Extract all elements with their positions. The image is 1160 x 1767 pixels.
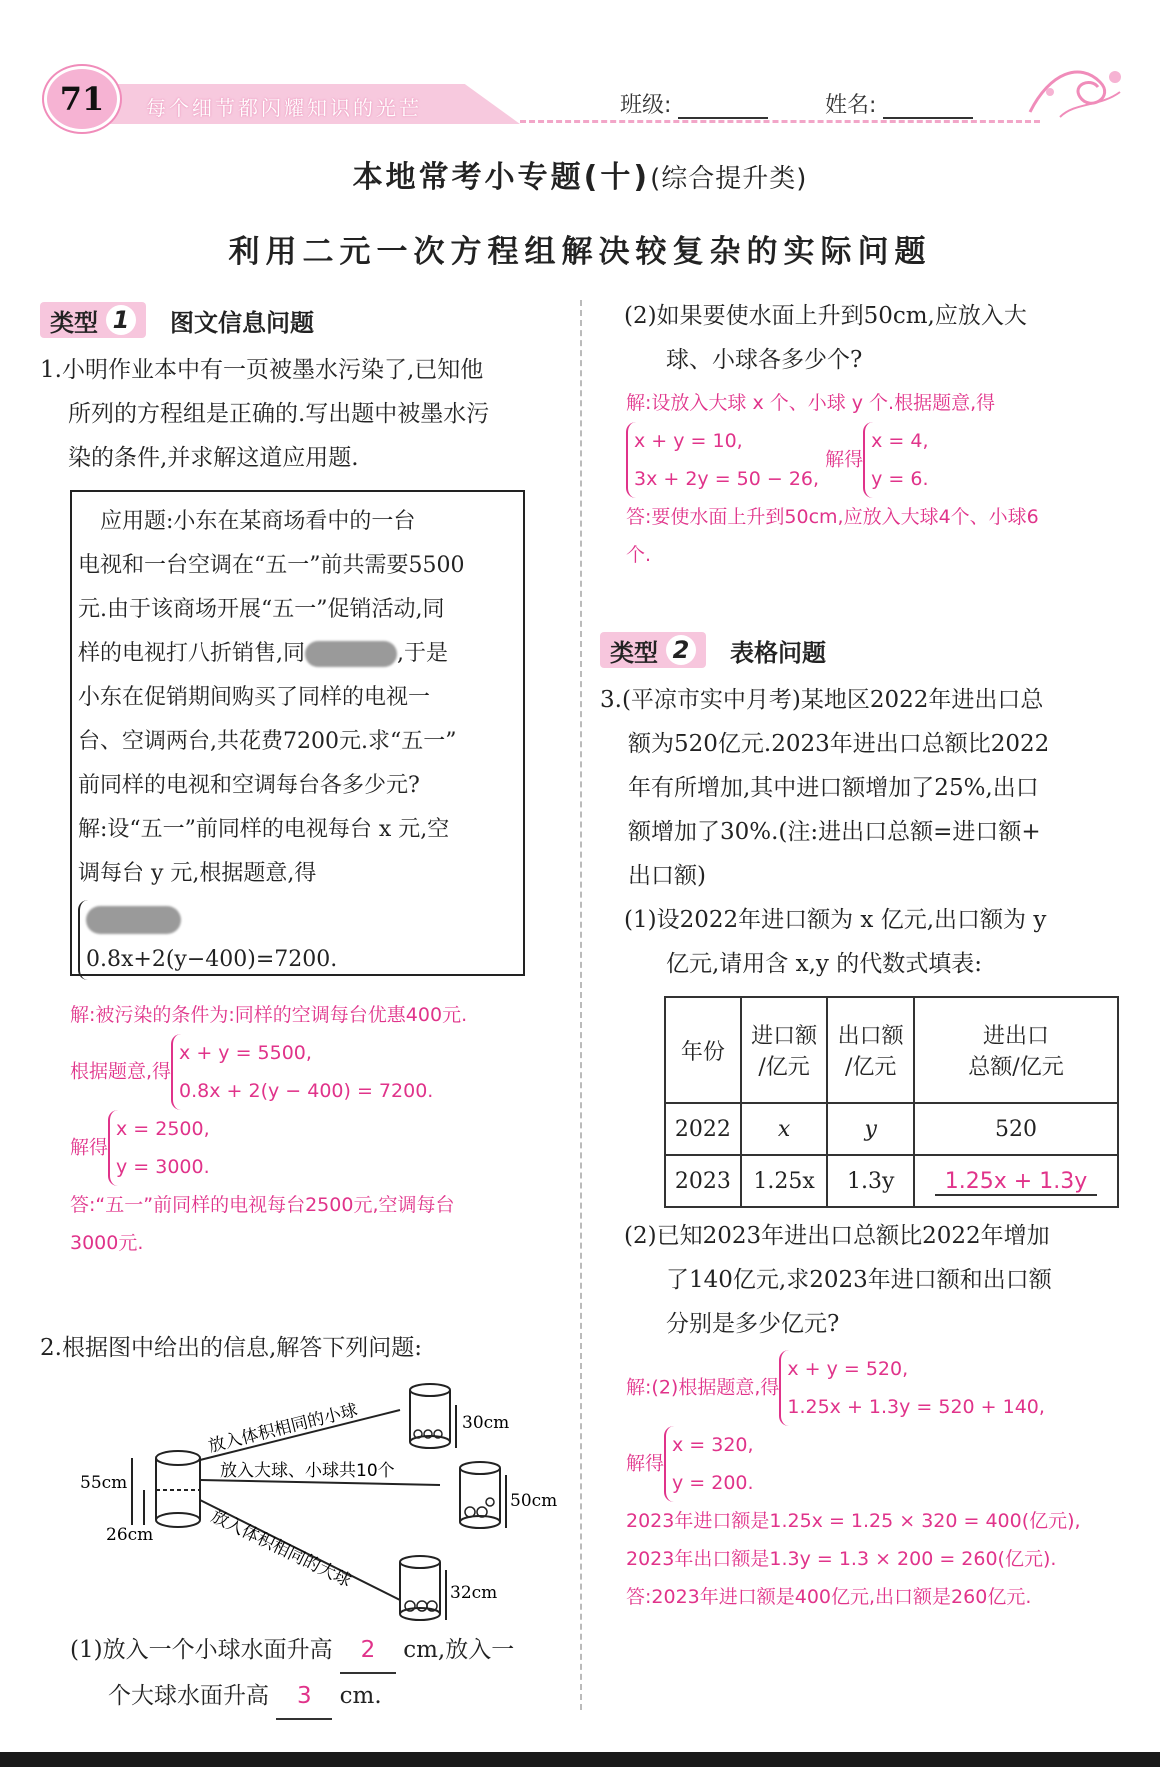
box-line: 调每台 y 元,根据题意,得 bbox=[78, 861, 317, 886]
class-label: 班级: bbox=[620, 93, 672, 118]
floral-ornament-icon bbox=[1020, 52, 1130, 132]
cell-year: 2022 bbox=[665, 1103, 741, 1155]
q3-p1-line: 亿元,请用含 x,y 的代数式填表: bbox=[666, 951, 982, 977]
th-text: 出口额 bbox=[837, 1024, 904, 1049]
cell-import: x bbox=[741, 1103, 828, 1155]
q3-stem bbox=[600, 678, 1140, 986]
th-text: /亿元 bbox=[758, 1055, 810, 1080]
answer-eq: x + y = 520, bbox=[787, 1358, 909, 1380]
type2-num: 2 bbox=[666, 635, 696, 665]
box-blot-row bbox=[86, 900, 337, 940]
type2-tag-label: 类型 bbox=[610, 638, 658, 667]
answer-eq: x = 2500, bbox=[116, 1118, 210, 1140]
answer-line: 2023年出口额是1.3y = 1.3 × 200 = 260(亿元). bbox=[626, 1548, 1057, 1570]
cell-export: y bbox=[827, 1103, 914, 1155]
answer-line: 解:被污染的条件为:同样的空调每台优惠400元. bbox=[70, 1004, 468, 1026]
type1-title: 图文信息问题 bbox=[170, 308, 314, 337]
q1-problem-box bbox=[70, 490, 525, 976]
q2-p2-line: (2)如果要使水面上升到50cm,应放入大 bbox=[624, 303, 1027, 329]
q2-p1-text: cm. bbox=[339, 1683, 382, 1709]
answer-line: 3000元. bbox=[70, 1232, 144, 1254]
th-text: 进出口 bbox=[982, 1024, 1049, 1049]
answer-lead: 根据题意,得 bbox=[70, 1060, 172, 1083]
th-export bbox=[827, 997, 914, 1103]
answer-eq: y = 3000. bbox=[116, 1156, 210, 1178]
box-line-text: ,于是 bbox=[397, 641, 448, 666]
answer-line: 2023年进口额是1.25x = 1.25 × 320 = 400(亿元), bbox=[626, 1510, 1081, 1532]
th-year: 年份 bbox=[665, 997, 741, 1103]
fig-h55: 55cm bbox=[80, 1473, 128, 1493]
box-line: 应用题:小东在某商场看中的一台 bbox=[78, 509, 416, 534]
q2-p1-text: (1)放入一个小球水面升高 bbox=[70, 1637, 333, 1663]
box-equation-system bbox=[78, 900, 337, 980]
fig-h32: 32cm bbox=[450, 1583, 498, 1603]
answer-system bbox=[626, 422, 1146, 498]
answer-system bbox=[70, 1034, 570, 1110]
answer-eq: 3x + 2y = 50 − 26, bbox=[634, 468, 820, 490]
q3-stem-line: 额为520亿元.2023年进出口总额比2022 bbox=[628, 731, 1050, 757]
answer-brace bbox=[664, 1426, 754, 1502]
title-tag: (综合提升类) bbox=[650, 164, 808, 194]
type2-tag bbox=[600, 632, 706, 668]
answer-line: 解:设放入大球 x 个、小球 y 个.根据题意,得 bbox=[626, 392, 996, 414]
cell-total-answer: 1.25x + 1.3y bbox=[935, 1169, 1097, 1196]
answer-brace bbox=[171, 1034, 433, 1110]
type1-header bbox=[40, 302, 314, 338]
answer-line: 答:2023年进口额是400亿元,出口额是260亿元. bbox=[626, 1586, 1032, 1608]
cell-year: 2023 bbox=[665, 1155, 741, 1207]
column-divider bbox=[580, 300, 582, 1710]
fig-h50: 50cm bbox=[510, 1491, 558, 1511]
answer-eq: x + y = 5500, bbox=[179, 1042, 312, 1064]
cell-total: 520 bbox=[914, 1103, 1118, 1155]
fig-label-small: 放入体积相同的小球 bbox=[206, 1400, 360, 1457]
th-import bbox=[741, 997, 828, 1103]
answer-line: 答:要使水面上升到50cm,应放入大球4个、小球6 bbox=[626, 506, 1039, 528]
type1-num: 1 bbox=[106, 305, 136, 335]
q2-p1-text: cm,放入一 bbox=[403, 1637, 515, 1663]
answer-brace bbox=[863, 422, 928, 498]
page-subtitle: 利用二元一次方程组解决较复杂的实际问题 bbox=[228, 234, 932, 270]
title-main: 本地常考小专题(十) bbox=[352, 160, 651, 195]
q1-stem bbox=[40, 348, 570, 480]
q2-part1 bbox=[70, 1628, 580, 1720]
ink-blot-2 bbox=[86, 906, 181, 934]
q2-p2-line: 球、小球各多少个? bbox=[666, 347, 863, 373]
th-text: /亿元 bbox=[844, 1055, 897, 1080]
answer-lead: 解得 bbox=[70, 1136, 109, 1159]
name-label: 姓名: bbox=[825, 93, 877, 118]
box-line: 电视和一台空调在“五一”前共需要5500 bbox=[78, 553, 465, 578]
type2-title: 表格问题 bbox=[730, 638, 826, 667]
answer-eq: 1.25x + 1.3y = 520 + 140, bbox=[787, 1396, 1045, 1418]
page-number: 71 bbox=[44, 66, 120, 132]
q3-p2-line: 分别是多少亿元? bbox=[666, 1311, 840, 1337]
table-row bbox=[665, 1103, 1118, 1155]
bottom-edge bbox=[0, 1752, 1160, 1767]
q3-stem-line: 3.(平凉市实中月考)某地区2022年进出口总 bbox=[600, 687, 1044, 713]
answer-system bbox=[626, 1350, 1146, 1426]
box-line: 前同样的电视和空调每台各多少元? bbox=[78, 773, 420, 798]
q3-p1-line: (1)设2022年进口额为 x 亿元,出口额为 y bbox=[624, 907, 1047, 933]
answer-eq: x + y = 10, bbox=[634, 430, 743, 452]
q3-stem-line: 额增加了30%.(注:进出口总额=进口额+ bbox=[628, 819, 1041, 845]
q3-answer bbox=[626, 1350, 1146, 1616]
answer-line: 个. bbox=[626, 544, 652, 566]
box-line-text: 样的电视打八折销售,同 bbox=[78, 641, 305, 666]
q1-answer bbox=[70, 996, 570, 1262]
q3-p2-line: 了140亿元,求2023年进口额和出口额 bbox=[666, 1267, 1052, 1293]
cell-total bbox=[914, 1155, 1118, 1207]
box-line: 小东在促销期间购买了同样的电视一 bbox=[78, 685, 431, 710]
class-blank[interactable] bbox=[678, 95, 768, 119]
fig-label-big: 放入体积相同的大球 bbox=[207, 1506, 355, 1592]
ink-blot-1 bbox=[305, 641, 397, 667]
answer-lead: 解:(2)根据题意,得 bbox=[626, 1376, 780, 1399]
name-field bbox=[825, 88, 973, 119]
name-blank[interactable] bbox=[883, 95, 973, 119]
q1-stem-line: 所列的方程组是正确的.写出题中被墨水污 bbox=[68, 401, 490, 427]
fig-h26: 26cm bbox=[106, 1525, 154, 1545]
q2-p1-text: 个大球水面升高 bbox=[108, 1683, 269, 1709]
type1-tag bbox=[40, 302, 146, 338]
fig-label-mix: 放入大球、小球共10个 bbox=[220, 1461, 395, 1481]
q2-part1-line bbox=[70, 1674, 580, 1720]
q3-table bbox=[664, 996, 1119, 1208]
answer-brace bbox=[626, 422, 819, 498]
answer-eq: y = 6. bbox=[871, 468, 929, 490]
cell-export: 1.3y bbox=[827, 1155, 914, 1207]
answer-line: 答:“五一”前同样的电视每台2500元,空调每台 bbox=[70, 1194, 455, 1216]
th-text: 总额/亿元 bbox=[968, 1055, 1064, 1080]
answer-lead: 解得 bbox=[626, 1452, 665, 1475]
answer-eq: x = 320, bbox=[672, 1434, 754, 1456]
header-motto: 每个细节都闪耀知识的光芒 bbox=[146, 96, 422, 120]
q1-stem-line: 1.小明作业本中有一页被墨水污染了,已知他 bbox=[40, 357, 484, 383]
answer-eq: y = 200. bbox=[672, 1472, 754, 1494]
q3-p2-line: (2)已知2023年进出口总额比2022年增加 bbox=[624, 1223, 1050, 1249]
q3-stem-line: 年有所增加,其中进口额增加了25%,出口 bbox=[628, 775, 1039, 801]
answer-eq: x = 4, bbox=[871, 430, 929, 452]
box-line: 解:设“五一”前同样的电视每台 x 元,空 bbox=[78, 817, 450, 842]
q2-p1-answer-1: 2 bbox=[340, 1628, 396, 1674]
box-line: 台、空调两台,共花费7200元.求“五一” bbox=[78, 729, 457, 754]
type1-tag-label: 类型 bbox=[50, 308, 98, 337]
q2-figure bbox=[70, 1370, 570, 1640]
th-total bbox=[914, 997, 1118, 1103]
class-field bbox=[620, 88, 768, 119]
q2-part1-line bbox=[70, 1628, 580, 1674]
box-line: 元.由于该商场开展“五一”促销活动,同 bbox=[78, 597, 445, 622]
q3-part2 bbox=[624, 1214, 1144, 1346]
type2-header bbox=[600, 632, 826, 668]
answer-solution bbox=[70, 1110, 570, 1186]
q2-part2 bbox=[624, 294, 1144, 382]
answer-eq: 0.8x + 2(y − 400) = 7200. bbox=[179, 1080, 434, 1102]
q2-stem: 2.根据图中给出的信息,解答下列问题: bbox=[40, 1335, 423, 1361]
th-text: 进口额 bbox=[751, 1024, 818, 1049]
answer-brace bbox=[779, 1350, 1045, 1426]
fig-h30: 30cm bbox=[462, 1413, 510, 1433]
answer-brace bbox=[108, 1110, 210, 1186]
page-title bbox=[0, 152, 1160, 196]
box-line bbox=[78, 632, 517, 676]
header-divider bbox=[520, 120, 1040, 123]
table-header-row bbox=[665, 997, 1118, 1103]
q1-stem-line: 染的条件,并求解这道应用题. bbox=[68, 445, 359, 471]
answer-lead: 解得 bbox=[825, 448, 864, 471]
q3-stem-line: 出口额) bbox=[628, 863, 706, 889]
table-row bbox=[665, 1155, 1118, 1207]
answer-solution bbox=[626, 1426, 1146, 1502]
q2-p1-answer-2: 3 bbox=[276, 1674, 332, 1720]
box-equation: 0.8x+2(y−400)=7200. bbox=[86, 947, 338, 972]
q2-answer bbox=[626, 384, 1146, 574]
cell-import: 1.25x bbox=[741, 1155, 828, 1207]
